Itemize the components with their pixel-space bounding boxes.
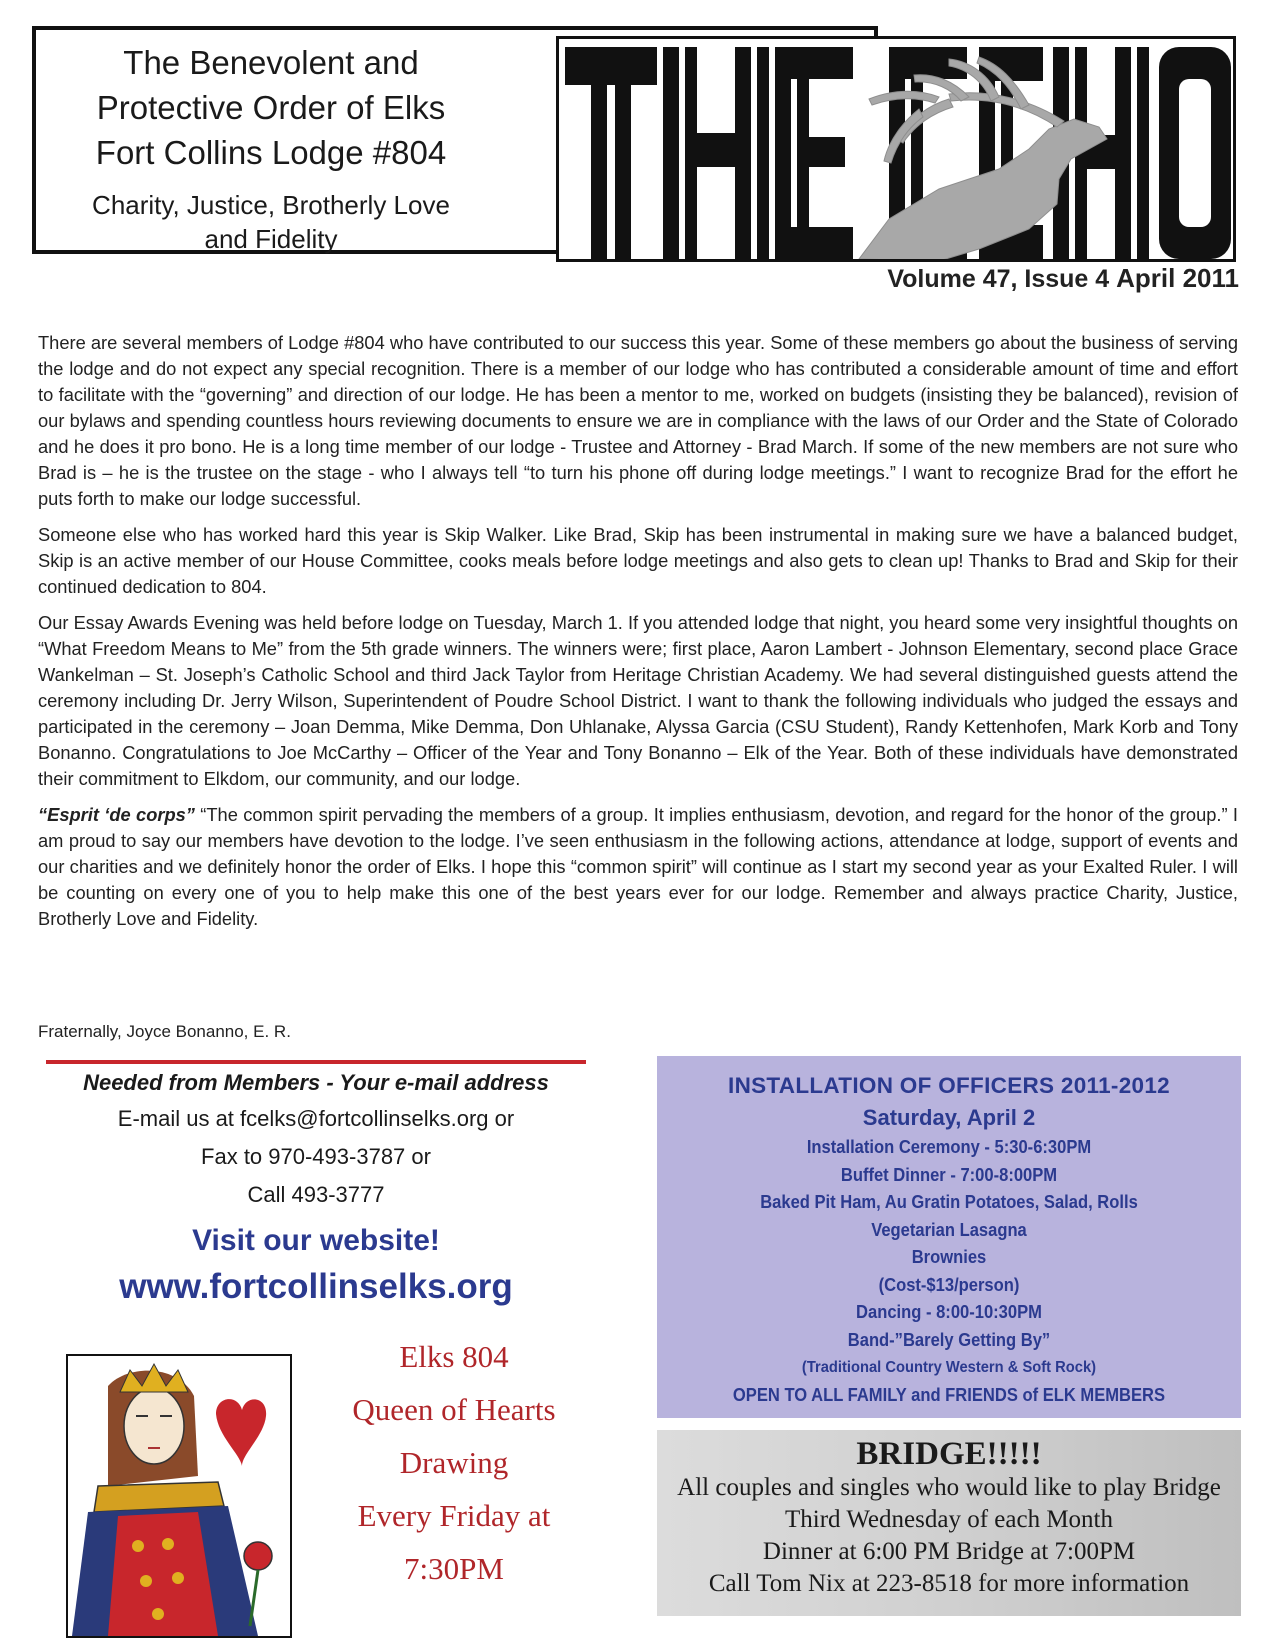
echo-logo-graphic bbox=[559, 39, 1236, 262]
motto-line-1: Charity, Justice, Brotherly Love bbox=[92, 190, 450, 220]
org-name bbox=[36, 40, 506, 175]
article-paragraph: There are several members of Lodge #804 who have contributed to our success this year. Some of these members go about the business of serving the lodge and do not expect any special recognition. There is a member of our lodge who has contributed a considerable amount of time and effort to facilitate with the “governing” and direction of our lodge. He has been a mentor to me, worked on budgets (insisting they be balanced), revision of our bylaws and spending countless hours reviewing documents to ensure we are in compliance with the laws of our Order and the State of Colorado and he does it pro bono. He is a long time member of our lodge - Trustee and Attorney - Brad March. If some of the new members are not sure who Brad is – he is the trustee on the stage - who I always tell “to turn his phone off during lodge meetings.” I want to recognize Brad for the effort he puts forth to make our lodge successful. bbox=[38, 332, 1238, 509]
installation-item: Dancing - 8:00-10:30PM bbox=[856, 1302, 1042, 1322]
queen-line-3: Drawing bbox=[399, 1445, 509, 1480]
motto bbox=[36, 188, 506, 256]
article-paragraph bbox=[38, 802, 1238, 932]
org-line-2: Protective Order of Elks bbox=[96, 89, 446, 126]
installation-item: Installation Ceremony - 5:30-6:30PM bbox=[806, 1137, 1092, 1157]
installation-item: Brownies bbox=[911, 1247, 987, 1267]
queen-of-hearts-promo bbox=[320, 1330, 588, 1595]
lead-article bbox=[38, 330, 1238, 942]
issue-date: April 2011 bbox=[1116, 263, 1239, 293]
queen-line-1: Elks 804 bbox=[399, 1339, 509, 1374]
bridge-heading: BRIDGE!!!!! bbox=[856, 1436, 1042, 1472]
bridge-box bbox=[657, 1430, 1241, 1616]
email-line: E-mail us at fcelks@fortcollinselks.org or bbox=[117, 1106, 515, 1131]
article-paragraph: Someone else who has worked hard this year is Skip Walker. Like Brad, Skip has been instrumental in making sure we have a balanced budget, Skip is an active member of our House Committee, cooks meals before lodge meetings and also gets to clean up! Thanks to Brad and Skip for their continued dedication to 804. bbox=[38, 524, 1238, 597]
installation-item: (Traditional Country Western & Soft Rock) bbox=[801, 1359, 1097, 1376]
queen-of-hearts-card-image bbox=[66, 1354, 292, 1638]
esprit-de-corps-term: “Esprit ‘de corps” bbox=[38, 804, 195, 825]
signoff: Fraternally, Joyce Bonanno, E. R. bbox=[38, 1022, 291, 1041]
masthead-logo bbox=[556, 36, 1236, 262]
bridge-line: Dinner at 6:00 PM Bridge at 7:00PM bbox=[762, 1538, 1136, 1565]
volume-issue: Volume 47, Issue 4 bbox=[887, 265, 1110, 293]
motto-line-2: and Fidelity bbox=[204, 224, 338, 254]
email-request-heading: Needed from Members - Your e-mail address bbox=[83, 1070, 549, 1095]
installation-date: Saturday, April 2 bbox=[862, 1105, 1036, 1130]
installation-item: Band-”Barely Getting By” bbox=[847, 1329, 1051, 1350]
article-paragraph: Our Essay Awards Evening was held before lodge on Tuesday, March 1. If you attended lodge that night, you heard some very insightful thoughts on “What Freedom Means to Me” from the 5th grade winners. The winners were; first place, Aaron Lambert - Johnson Elementary, second place Grace Wankelman – St. Joseph’s Catholic School and third Jack Taylor from Heritage Christian Academy. We had several distinguished guests attend the ceremony including Dr. Jerry Wilson, Superintendent of Poudre School District. I want to thank the following individuals who judged the essays and participated in the ceremony – Joan Demma, Mike Demma, Don Uhlanake, Alyssa Garcia (CSU Student), Randy Kettenhofen, Mark Korb and Tony Bonanno. Congratulations to Joe McCarthy – Officer of the Year and Tony Bonanno – Elk of the Year. Both of these individuals have demonstrated their commitment to Elkdom, our community, and our lodge. bbox=[38, 612, 1238, 789]
org-line-3: Fort Collins Lodge #804 bbox=[95, 134, 447, 171]
installation-item: Vegetarian Lasagna bbox=[871, 1219, 1027, 1240]
visit-website-heading: Visit our website! bbox=[192, 1224, 440, 1257]
bridge-line: Call Tom Nix at 223-8518 for more information bbox=[708, 1570, 1190, 1597]
installation-item: OPEN TO ALL FAMILY and FRIENDS of ELK MEMBERS bbox=[732, 1384, 1166, 1405]
esprit-de-corps-text: “The common spirit pervading the members of a group. It implies enthusiasm, devotion, and regard for the honor of the group.” I am proud to say our members have devotion to the lodge. I’ve seen enthusiasm in the following actions, attendance at lodge, support of events and our charities and we definitely honor the order of Elks. I hope this “common spirit” will continue as I start my second year as your Exalted Ruler. I will be counting on every one of you to help make this one of the best years ever for our lodge. Remember and always practice Charity, Justice, Brotherly Love and Fidelity. bbox=[38, 804, 1238, 929]
org-line-1: The Benevolent and bbox=[123, 44, 419, 81]
installation-item: (Cost-$13/person) bbox=[878, 1274, 1020, 1295]
website-link[interactable]: www.fortcollinselks.org bbox=[119, 1267, 513, 1306]
phone-line: Call 493-3777 bbox=[247, 1182, 385, 1207]
bridge-line: Third Wednesday of each Month bbox=[785, 1506, 1113, 1533]
installation-item: Baked Pit Ham, Au Gratin Potatoes, Salad, Rolls bbox=[760, 1192, 1138, 1212]
installation-title: INSTALLATION OF OFFICERS 2011-2012 bbox=[728, 1073, 1170, 1098]
bridge-line: All couples and singles who would like to play Bridge bbox=[677, 1474, 1221, 1501]
divider-rule bbox=[46, 1060, 586, 1064]
queen-line-2: Queen of Hearts bbox=[352, 1392, 556, 1427]
installation-item: Buffet Dinner - 7:00-8:00PM bbox=[840, 1164, 1058, 1185]
queen-card-icon bbox=[68, 1356, 290, 1636]
issue-info bbox=[887, 263, 1239, 294]
installation-box bbox=[657, 1056, 1241, 1418]
contact-section bbox=[46, 1066, 586, 1310]
fax-line: Fax to 970-493-3787 or bbox=[201, 1144, 431, 1169]
queen-line-5: 7:30PM bbox=[404, 1551, 504, 1586]
queen-line-4: Every Friday at bbox=[357, 1498, 551, 1533]
